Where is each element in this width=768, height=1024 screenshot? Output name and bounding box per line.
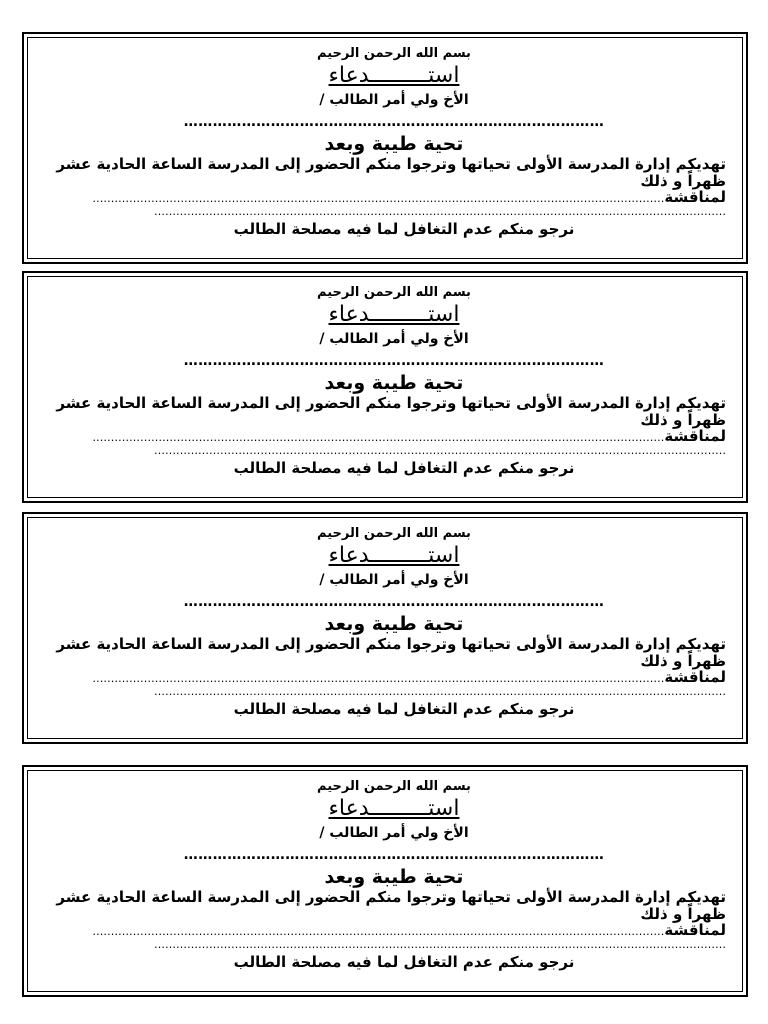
body-text: تهديكم إدارة المدرسة الأولى تحياتها وترجوا منكم الحضور إلى المدرسة الساعة الحادية عشر ظهراً و ذلك [56,155,726,190]
body-text: تهديكم إدارة المدرسة الأولى تحياتها وترجوا منكم الحضور إلى المدرسة الساعة الحادية عشر ظهراً و ذلك [56,394,726,429]
dots-line: ………………………………………………………………………………………………………………………………………… [154,686,726,698]
discuss-line [42,670,726,686]
addressee: الأخ ولي أمر الطالب / [319,572,469,588]
summons-card [22,512,748,744]
addressee: الأخ ولي أمر الطالب / [319,92,469,108]
addressee: الأخ ولي أمر الطالب / [319,825,469,841]
card-inner-border [27,276,743,498]
name-fill-line: …………………………………………………………………………… [183,847,605,863]
summons-card [22,32,748,264]
dots-line: ………………………………………………………………………………………………………………………………………… [154,445,726,457]
dots: ………………………………………………………………………………………………………………………………………… [92,431,665,444]
discuss-line [42,190,726,206]
summons-card [22,271,748,503]
dots-line: ………………………………………………………………………………………………………………………………………… [154,206,726,218]
name-fill-line: …………………………………………………………………………… [183,114,605,130]
card-inner-border [27,517,743,739]
greeting: تحية طيبة وبعد [324,133,464,155]
card-title: استـــــــــدعاء [328,302,460,327]
cut-off-text: نرجو منكم عدم التغافل لما فيه مصلحة الطالب [233,700,575,718]
body-text: تهديكم إدارة المدرسة الأولى تحياتها وترجوا منكم الحضور إلى المدرسة الساعة الحادية عشر ظهراً و ذلك [56,888,726,923]
basmala: بسم الله الرحمن الرحيم [317,46,471,61]
greeting: تحية طيبة وبعد [324,866,464,888]
card-inner-border [27,770,743,992]
cut-off-text: نرجو منكم عدم التغافل لما فيه مصلحة الطالب [233,953,575,971]
cut-off-text: نرجو منكم عدم التغافل لما فيه مصلحة الطالب [233,220,575,238]
body-text: تهديكم إدارة المدرسة الأولى تحياتها وترجوا منكم الحضور إلى المدرسة الساعة الحادية عشر ظهراً و ذلك [56,635,726,670]
dots: ………………………………………………………………………………………………………………………………………… [92,925,665,938]
dots-line: ………………………………………………………………………………………………………………………………………… [154,939,726,951]
addressee: الأخ ولي أمر الطالب / [319,331,469,347]
discuss-label: لمناقشة [664,670,726,686]
basmala: بسم الله الرحمن الرحيم [317,779,471,794]
card-inner-border [27,37,743,259]
card-title: استـــــــــدعاء [328,63,460,88]
discuss-label: لمناقشة [664,923,726,939]
greeting: تحية طيبة وبعد [324,372,464,394]
card-title: استـــــــــدعاء [328,543,460,568]
summons-card [22,765,748,997]
basmala: بسم الله الرحمن الرحيم [317,285,471,300]
dots: ………………………………………………………………………………………………………………………………………… [92,672,665,685]
name-fill-line: …………………………………………………………………………… [183,353,605,369]
discuss-label: لمناقشة [664,190,726,206]
discuss-line [42,923,726,939]
name-fill-line: …………………………………………………………………………… [183,594,605,610]
dots: ………………………………………………………………………………………………………………………………………… [92,192,665,205]
greeting: تحية طيبة وبعد [324,613,464,635]
discuss-line [42,429,726,445]
discuss-label: لمناقشة [664,429,726,445]
cut-off-text: نرجو منكم عدم التغافل لما فيه مصلحة الطالب [233,459,575,477]
basmala: بسم الله الرحمن الرحيم [317,526,471,541]
card-title: استـــــــــدعاء [328,796,460,821]
